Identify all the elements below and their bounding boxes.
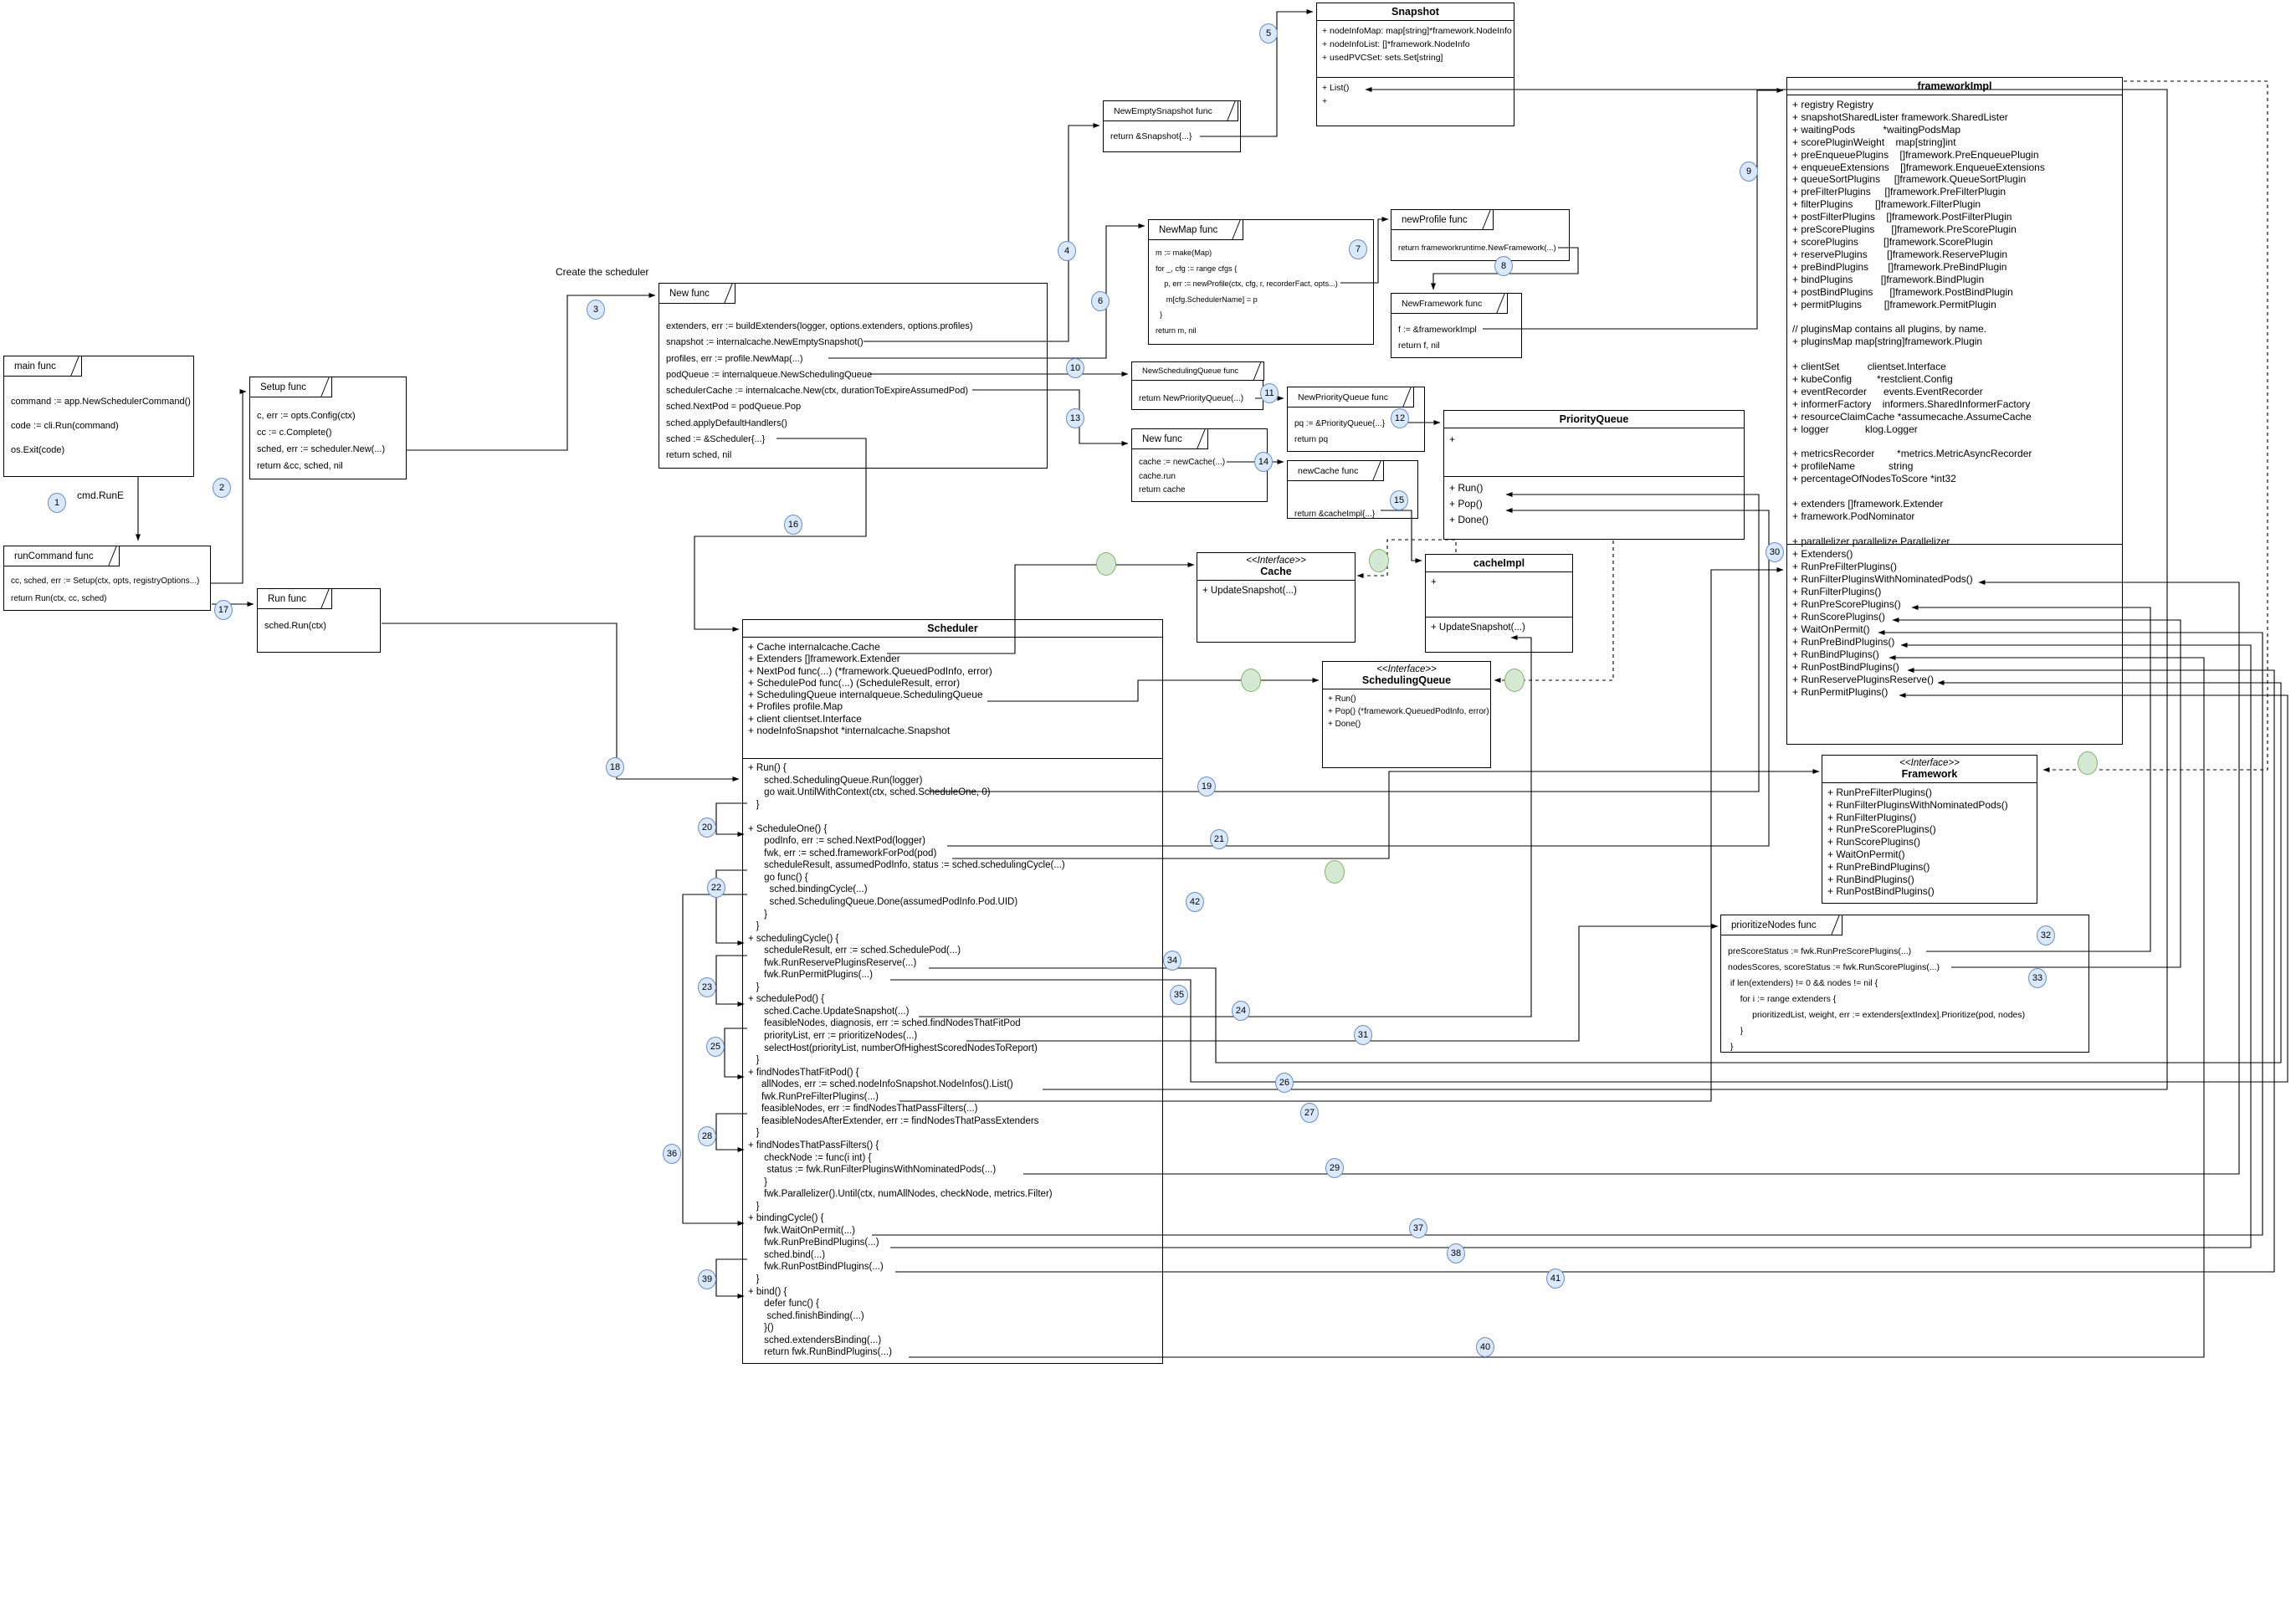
newframework-func-body <box>1398 322 1520 354</box>
step-badge-13: 13 <box>1066 408 1084 428</box>
code-line: + RunPostBindPlugins() <box>1792 661 1899 673</box>
code-line: } <box>748 1274 760 1284</box>
code-line: + scorePlugins []framework.ScorePlugin <box>1792 235 1993 248</box>
code-line: sched.applyDefaultHandlers() <box>666 418 787 428</box>
code-line: return &Snapshot{...} <box>1110 131 1192 141</box>
step-badge-36: 36 <box>663 1144 681 1164</box>
step-badge-34: 34 <box>1163 951 1181 971</box>
code-line: + RunScorePlugins() <box>1792 611 1886 623</box>
code-line: + ScheduleOne() { <box>748 823 828 834</box>
step-badge-24: 24 <box>1232 1001 1250 1021</box>
code-line: } <box>1728 1042 1734 1052</box>
newmap-func-box <box>1148 219 1374 345</box>
code-line <box>1792 523 2117 536</box>
code-line: command := app.NewSchedulerCommand() <box>11 397 191 407</box>
code-line: allNodes, err := sched.nodeInfoSnapshot.NodeInfos().List() <box>748 1079 1013 1090</box>
code-line: + Pop() <box>1449 498 1483 510</box>
step-badge-16: 16 <box>784 515 802 535</box>
step-badge-31: 31 <box>1354 1025 1372 1045</box>
code-line: + preScorePlugins []framework.PreScorePlugin <box>1792 223 2017 236</box>
code-line: f := &frameworkImpl <box>1398 325 1477 335</box>
code-line: feasibleNodes, diagnosis, err := sched.findNodesThatFitPod <box>748 1018 1021 1029</box>
run-func-title: Run func <box>257 588 332 609</box>
code-line: + informerFactory informers.SharedInformerFactory <box>1792 397 2031 410</box>
code-line: fwk.WaitOnPermit(...) <box>748 1225 855 1236</box>
code-line: + bindPlugins []framework.BindPlugin <box>1792 273 1985 285</box>
setup-func-body <box>257 407 404 474</box>
code-line: + eventRecorder events.EventRecorder <box>1792 385 1983 397</box>
setup-func-box <box>249 377 407 479</box>
code-line: fwk.RunPermitPlugins(...) <box>748 970 873 981</box>
snapshot-class-box <box>1316 3 1514 126</box>
code-line: + filterPlugins []framework.FilterPlugin <box>1792 198 1981 211</box>
newprofile-func-body <box>1398 240 1567 257</box>
code-line: + RunReservePluginsReserve() <box>1792 674 1935 685</box>
step-badge-32: 32 <box>2037 925 2055 946</box>
new-func-box <box>659 283 1048 469</box>
new-func-title: New func <box>659 283 735 304</box>
priorityqueue-class-box <box>1443 410 1745 540</box>
code-line: + nodeInfoSnapshot *internalcache.Snapshot <box>748 725 951 737</box>
code-line: + RunFilterPlugins() <box>1792 586 1882 597</box>
cacheimpl-class-title: cacheImpl <box>1426 555 1572 572</box>
code-line: + profileName string <box>1792 460 1914 473</box>
code-line: + RunFilterPlugins() <box>1827 811 1917 823</box>
code-line: + Run() { <box>748 763 787 773</box>
code-line: } <box>748 799 760 810</box>
green-ellipse-marker <box>1096 552 1116 576</box>
main-func-title: main func <box>3 356 82 377</box>
code-line: m := make(Map) <box>1156 249 1212 257</box>
step-badge-5: 5 <box>1259 23 1278 44</box>
code-line: + RunScorePlugins() <box>1827 836 1921 848</box>
code-line: feasibleNodesAfterExtender, err := findNodesThatPassExtenders <box>748 1115 1039 1126</box>
prioritizenodes-func-body <box>1728 944 2087 1055</box>
code-line: + Cache internalcache.Cache <box>748 641 880 653</box>
green-ellipse-marker <box>1241 669 1261 692</box>
code-line: cc := c.Complete() <box>257 428 332 438</box>
code-line: scheduleResult, err := sched.SchedulePod(...) <box>748 946 961 956</box>
step-badge-19: 19 <box>1197 776 1216 797</box>
step-badge-42: 42 <box>1186 892 1204 912</box>
code-line: + <box>1431 577 1437 587</box>
step-badge-38: 38 <box>1447 1243 1465 1263</box>
schedulingqueue-interface-box <box>1322 661 1491 768</box>
schedulingqueue-interface-title: <<Interface>> SchedulingQueue <box>1323 662 1490 689</box>
framework-interface-methods <box>1822 783 2037 903</box>
code-line: sched.bindingCycle(...) <box>748 884 868 895</box>
code-line: + RunPreBindPlugins() <box>1827 860 1930 873</box>
frameworkimpl-attrs <box>1787 95 2122 545</box>
code-line: + RunPreFilterPlugins() <box>1827 787 1933 798</box>
step-badge-29: 29 <box>1325 1158 1344 1178</box>
code-line: fwk.RunReservePluginsReserve(...) <box>748 957 917 968</box>
newschedulingqueue-func-body <box>1139 391 1261 407</box>
code-line: sched.SchedulingQueue.Run(logger) <box>748 775 923 786</box>
code-line: + preEnqueuePlugins []framework.PreEnqueuePlugin <box>1792 148 2039 161</box>
cache-new-func-box <box>1131 428 1268 502</box>
step-badge-28: 28 <box>698 1126 716 1146</box>
step-badge-17: 17 <box>214 600 233 620</box>
code-line: sched.Cache.UpdateSnapshot(...) <box>748 1006 910 1017</box>
code-line: + Profiles profile.Map <box>748 700 843 713</box>
code-line: + NextPod func(...) (*framework.QueuedPodInfo, error) <box>748 664 992 677</box>
frameworkimpl-class-title: frameworkImpl <box>1787 78 2122 95</box>
code-line: fwk.RunPreBindPlugins(...) <box>748 1238 879 1248</box>
newcache-func-title: newCache func <box>1287 460 1384 481</box>
code-line: os.Exit(code) <box>11 445 65 455</box>
code-line: + Pop() (*framework.QueuedPodInfo, error) <box>1328 707 1489 716</box>
cacheimpl-class-box <box>1425 554 1573 653</box>
run-func-body <box>264 618 378 634</box>
code-line: prioritizedList, weight, err := extenders[extIndex].Prioritize(pod, nodes) <box>1728 1010 2026 1020</box>
code-line: + SchedulingQueue internalqueue.SchedulingQueue <box>748 689 983 701</box>
step-badge-26: 26 <box>1275 1073 1294 1093</box>
snapshot-attrs <box>1317 21 1514 78</box>
newmap-func-body <box>1156 245 1371 338</box>
code-line: + RunFilterPluginsWithNominatedPods() <box>1827 798 2008 811</box>
code-line: podQueue := internalqueue.NewSchedulingQueue <box>666 369 873 380</box>
code-line: + percentageOfNodesToScore *int32 <box>1792 473 1956 485</box>
code-line: checkNode := func(i int) { <box>748 1152 872 1163</box>
code-line: nodesScores, scoreStatus := fwk.RunScorePlugins(...) <box>1728 962 1940 972</box>
code-line: if len(extenders) != 0 && nodes != nil { <box>1728 978 1878 988</box>
step-badge-10: 10 <box>1066 358 1084 378</box>
code-line: + UpdateSnapshot(...) <box>1431 623 1525 633</box>
step-badge-30: 30 <box>1766 542 1784 562</box>
code-line: + RunPreFilterPlugins() <box>1792 561 1898 572</box>
code-line: + extenders []framework.Extender <box>1792 498 1944 510</box>
cache-new-func-title: New func <box>1131 428 1208 449</box>
code-line: + schedulePod() { <box>748 994 825 1005</box>
code-line: } <box>748 1128 760 1139</box>
code-line: + RunBindPlugins() <box>1792 648 1879 660</box>
code-line: sched.finishBinding(...) <box>748 1310 864 1321</box>
step-badge-21: 21 <box>1210 829 1228 849</box>
code-line: go wait.UntilWithContext(ctx, sched.ScheduleOne, 0) <box>748 787 991 798</box>
priorityqueue-methods <box>1444 477 1744 539</box>
code-line: + parallelizer parallelize.Parallelizer <box>1792 535 1950 547</box>
code-line: return pq <box>1294 435 1329 444</box>
step-badge-25: 25 <box>706 1037 725 1057</box>
code-line: + WaitOnPermit() <box>1792 623 1870 635</box>
code-line: + Run() <box>1328 694 1356 704</box>
code-line: go func() { <box>748 872 808 883</box>
frameworkimpl-methods <box>1787 545 2122 744</box>
code-line: + UpdateSnapshot(...) <box>1202 586 1297 596</box>
code-line: + scorePluginWeight map[string]int <box>1792 136 1956 148</box>
code-line: + preBindPlugins []framework.PreBindPlugin <box>1792 260 2007 273</box>
step-badge-2: 2 <box>213 478 231 498</box>
code-line: } <box>748 909 768 920</box>
setup-func-title: Setup func <box>249 377 332 397</box>
newschedulingqueue-func-box <box>1131 361 1263 410</box>
priorityqueue-class-title: PriorityQueue <box>1444 411 1744 428</box>
cacheimpl-methods <box>1426 618 1572 652</box>
code-line: + schedulingCycle() { <box>748 933 839 944</box>
prioritizenodes-func-title: prioritizeNodes func <box>1720 915 1842 935</box>
code-line: + usedPVCSet: sets.Set[string] <box>1322 53 1443 63</box>
newprofile-func-title: newProfile func <box>1391 209 1494 230</box>
step-badge-6: 6 <box>1091 291 1110 311</box>
code-line: + postFilterPlugins []framework.PostFilterPlugin <box>1792 211 2012 223</box>
code-line: + RunPreBindPlugins() <box>1792 636 1895 648</box>
code-line: + RunFilterPluginsWithNominatedPods() <box>1792 573 1973 585</box>
code-line: return fwk.RunBindPlugins(...) <box>748 1347 892 1358</box>
step-badge-20: 20 <box>698 817 716 838</box>
code-line: + nodeInfoMap: map[string]*framework.NodeInfo <box>1322 26 1512 36</box>
code-line: code := cli.Run(command) <box>11 421 119 431</box>
frameworkimpl-class-box <box>1786 77 2123 745</box>
step-badge-3: 3 <box>587 300 605 320</box>
step-badge-1: 1 <box>48 493 66 513</box>
code-line <box>1792 485 2117 498</box>
code-line: m[cfg.SchedulerName] = p <box>1156 295 1258 304</box>
code-line: + nodeInfoList: []*framework.NodeInfo <box>1322 39 1470 49</box>
schedulingqueue-interface-methods <box>1323 689 1490 767</box>
code-line: + waitingPods *waitingPodsMap <box>1792 123 1961 136</box>
code-line: + registry Registry <box>1792 99 1874 110</box>
code-line: scheduleResult, assumedPodInfo, status := sched.schedulingCycle(...) <box>748 860 1065 871</box>
step-badge-8: 8 <box>1494 256 1513 276</box>
code-line: schedulerCache := internalcache.New(ctx, durationToExpireAssumedPod) <box>666 386 969 397</box>
code-line: pq := &PriorityQueue{...} <box>1294 419 1386 428</box>
code-line: feasibleNodes, err := findNodesThatPassFilters(...) <box>748 1104 978 1115</box>
main-func-body <box>11 390 192 463</box>
code-line: return &cacheImpl{...} <box>1294 510 1376 519</box>
code-line: + SchedulePod func(...) (ScheduleResult, error) <box>748 676 961 689</box>
scheduler-methods <box>743 759 1162 1363</box>
new-func-body <box>666 319 1045 464</box>
code-line: + clientSet clientset.Interface <box>1792 361 1946 373</box>
code-line: } <box>748 1176 768 1187</box>
framework-interface-box <box>1822 755 2037 904</box>
code-line: priorityList, err := prioritizeNodes(...) <box>748 1031 918 1042</box>
code-line: profiles, err := profile.NewMap(...) <box>666 353 803 364</box>
newemptysnapshot-func-body <box>1110 128 1238 145</box>
snapshot-methods <box>1317 78 1514 126</box>
step-badge-18: 18 <box>606 757 624 777</box>
code-line: snapshot := internalcache.NewEmptySnapshot() <box>666 337 864 348</box>
code-line: sched.bind(...) <box>748 1249 826 1260</box>
code-line: return sched, nil <box>666 450 732 461</box>
run-func-box <box>257 588 381 653</box>
code-line: + RunPreScorePlugins() <box>1792 598 1901 610</box>
code-line: fwk.RunPostBindPlugins(...) <box>748 1262 884 1273</box>
newmap-func-title: NewMap func <box>1148 219 1243 240</box>
code-line: + resourceClaimCache *assumecache.AssumeCache <box>1792 410 2032 423</box>
code-line: + Done() <box>1449 514 1489 525</box>
scheduler-class-title: Scheduler <box>743 620 1162 638</box>
step-badge-12: 12 <box>1391 408 1409 428</box>
green-ellipse-marker <box>1325 860 1345 884</box>
code-line: + pluginsMap map[string]framework.Plugin <box>1792 336 1983 348</box>
runcommand-func-box <box>3 546 211 611</box>
code-line: return &cc, sched, nil <box>257 461 343 471</box>
newprofile-func-box <box>1391 209 1570 261</box>
code-line: + RunBindPlugins() <box>1827 873 1914 885</box>
code-line: + framework.PodNominator <box>1792 510 1915 522</box>
code-line: fwk, err := sched.frameworkForPod(pod) <box>748 848 937 858</box>
cmd-rune-label: cmd.RunE <box>77 489 125 501</box>
code-line: + permitPlugins []framework.PermitPlugin <box>1792 298 1996 310</box>
code-line: + <box>1322 96 1328 106</box>
step-badge-7: 7 <box>1349 239 1367 259</box>
code-line: + bindingCycle() { <box>748 1213 824 1224</box>
runcommand-func-body <box>11 572 208 607</box>
step-badge-27: 27 <box>1300 1103 1319 1123</box>
code-line: } <box>748 981 760 992</box>
code-line: defer func() { <box>748 1299 820 1309</box>
cache-interface-box <box>1197 552 1356 643</box>
code-line: podInfo, err := sched.NextPod(logger) <box>748 836 925 847</box>
cache-interface-title: <<Interface>> Cache <box>1197 553 1355 581</box>
green-ellipse-marker <box>2078 751 2098 775</box>
newemptysnapshot-func-box <box>1103 100 1241 152</box>
code-line: }() <box>748 1323 774 1334</box>
code-line: } <box>748 1201 760 1212</box>
code-line: + snapshotSharedLister framework.SharedLister <box>1792 110 2008 123</box>
cacheimpl-attrs <box>1426 572 1572 618</box>
step-badge-23: 23 <box>698 977 716 997</box>
step-badge-15: 15 <box>1390 490 1408 510</box>
code-line: + postBindPlugins []framework.PostBindPlugin <box>1792 285 2013 298</box>
step-badge-33: 33 <box>2028 968 2047 988</box>
framework-interface-title: <<Interface>> Framework <box>1822 756 2037 783</box>
scheduler-class-box <box>742 619 1163 1364</box>
code-line: + client clientset.Interface <box>748 712 862 725</box>
code-line: cache := newCache(...) <box>1139 458 1226 467</box>
cache-new-func-body <box>1139 456 1265 498</box>
code-line: cc, sched, err := Setup(ctx, opts, registryOptions...) <box>11 577 200 586</box>
code-line: selectHost(priorityList, numberOfHighestScoredNodesToReport) <box>748 1043 1038 1053</box>
code-line: + <box>1449 433 1456 445</box>
code-line: cache.run <box>1139 471 1176 481</box>
code-line: extenders, err := buildExtenders(logger, options.extenders, options.profiles) <box>666 321 973 331</box>
code-line <box>1792 348 2117 361</box>
code-line: sched.NextPod = podQueue.Pop <box>666 402 802 413</box>
code-line: } <box>1156 310 1163 319</box>
code-line: + metricsRecorder *metrics.MetricAsyncRecorder <box>1792 448 2032 460</box>
code-line: fwk.RunPreFilterPlugins(...) <box>748 1091 879 1102</box>
step-badge-9: 9 <box>1740 161 1758 182</box>
code-line: sched := &Scheduler{...} <box>666 434 766 445</box>
create-scheduler-label: Create the scheduler <box>556 266 649 278</box>
newemptysnapshot-func-title: NewEmptySnapshot func <box>1103 100 1238 121</box>
code-line: } <box>1728 1026 1744 1036</box>
code-line: + queueSortPlugins []framework.QueueSortPlugin <box>1792 173 2027 186</box>
runcommand-func-title: runCommand func <box>3 546 120 566</box>
code-line <box>1792 435 2117 448</box>
newframework-func-box <box>1391 293 1522 358</box>
code-line: return frameworkruntime.NewFramework(...) <box>1398 243 1556 253</box>
code-line: + kubeConfig *restclient.Config <box>1792 372 1953 385</box>
code-line: + reservePlugins []framework.ReservePlugin <box>1792 248 2008 260</box>
newschedulingqueue-func-title: NewSchedulingQueue func <box>1131 361 1264 381</box>
code-line: return Run(ctx, cc, sched) <box>11 594 107 603</box>
priorityqueue-attrs <box>1444 428 1744 477</box>
step-badge-39: 39 <box>698 1269 716 1289</box>
step-badge-40: 40 <box>1476 1337 1494 1357</box>
code-line: return f, nil <box>1398 341 1440 351</box>
scheduler-attrs <box>743 638 1162 759</box>
code-line: fwk.Parallelizer().Until(ctx, numAllNodes, checkNode, metrics.Filter) <box>748 1189 1053 1200</box>
code-line <box>748 811 1157 823</box>
newframework-func-title: NewFramework func <box>1391 293 1508 314</box>
code-line: sched.SchedulingQueue.Done(assumedPodInfo.Pod.UID) <box>748 897 1018 908</box>
code-line <box>1792 310 2117 323</box>
step-badge-35: 35 <box>1170 985 1188 1005</box>
newpriorityqueue-func-title: NewPriorityQueue func <box>1287 387 1414 407</box>
code-line: + RunPermitPlugins() <box>1792 686 1889 698</box>
code-line: c, err := opts.Config(ctx) <box>257 411 356 421</box>
cache-interface-methods <box>1197 581 1355 642</box>
green-ellipse-marker <box>1369 549 1389 572</box>
code-line: p, err := newProfile(ctx, cfg, r, recorderFact, opts...) <box>1156 279 1338 288</box>
code-line: + logger klog.Logger <box>1792 423 1918 435</box>
code-line: // pluginsMap contains all plugins, by name. <box>1792 323 1987 336</box>
code-line: + RunPreScorePlugins() <box>1827 823 1936 836</box>
code-line: + preFilterPlugins []framework.PreFilterPlugin <box>1792 186 2006 198</box>
code-line: + WaitOnPermit() <box>1827 848 1905 860</box>
code-line: return m, nil <box>1156 325 1197 335</box>
code-line: sched.extendersBinding(...) <box>748 1335 882 1345</box>
code-line: + Run() <box>1449 482 1484 494</box>
step-badge-41: 41 <box>1546 1268 1565 1289</box>
step-badge-22: 22 <box>707 878 725 898</box>
code-line: return NewPriorityQueue(...) <box>1139 394 1244 403</box>
code-line: + findNodesThatPassFilters() { <box>748 1140 879 1151</box>
step-badge-11: 11 <box>1260 383 1279 403</box>
code-line: } <box>748 921 760 932</box>
code-line: for i := range extenders { <box>1728 994 1837 1004</box>
code-line: + RunPostBindPlugins() <box>1827 885 1935 898</box>
step-badge-4: 4 <box>1058 241 1076 261</box>
step-badge-37: 37 <box>1409 1218 1427 1238</box>
code-line: for _, cfg := range cfgs { <box>1156 264 1238 273</box>
main-func-box <box>3 356 194 477</box>
code-line: } <box>748 1055 760 1066</box>
code-line: + List() <box>1322 83 1350 93</box>
code-line: + bind() { <box>748 1286 787 1297</box>
code-line: sched.Run(ctx) <box>264 621 326 631</box>
code-line: status := fwk.RunFilterPluginsWithNominatedPods(...) <box>748 1165 997 1176</box>
code-line: sched, err := scheduler.New(...) <box>257 444 386 454</box>
code-line: return cache <box>1139 485 1186 495</box>
step-badge-14: 14 <box>1254 452 1273 472</box>
green-ellipse-marker <box>1504 669 1525 692</box>
snapshot-class-title: Snapshot <box>1317 3 1514 21</box>
code-line: + Extenders() <box>1792 548 1853 560</box>
code-line: preScoreStatus := fwk.RunPreScorePlugins(...) <box>1728 946 1912 956</box>
code-line: + findNodesThatFitPod() { <box>748 1067 859 1078</box>
code-line: + Extenders []framework.Extender <box>748 653 900 665</box>
code-line: + enqueueExtensions []framework.EnqueueExtensions <box>1792 161 2045 173</box>
code-line: + Done() <box>1328 720 1361 729</box>
